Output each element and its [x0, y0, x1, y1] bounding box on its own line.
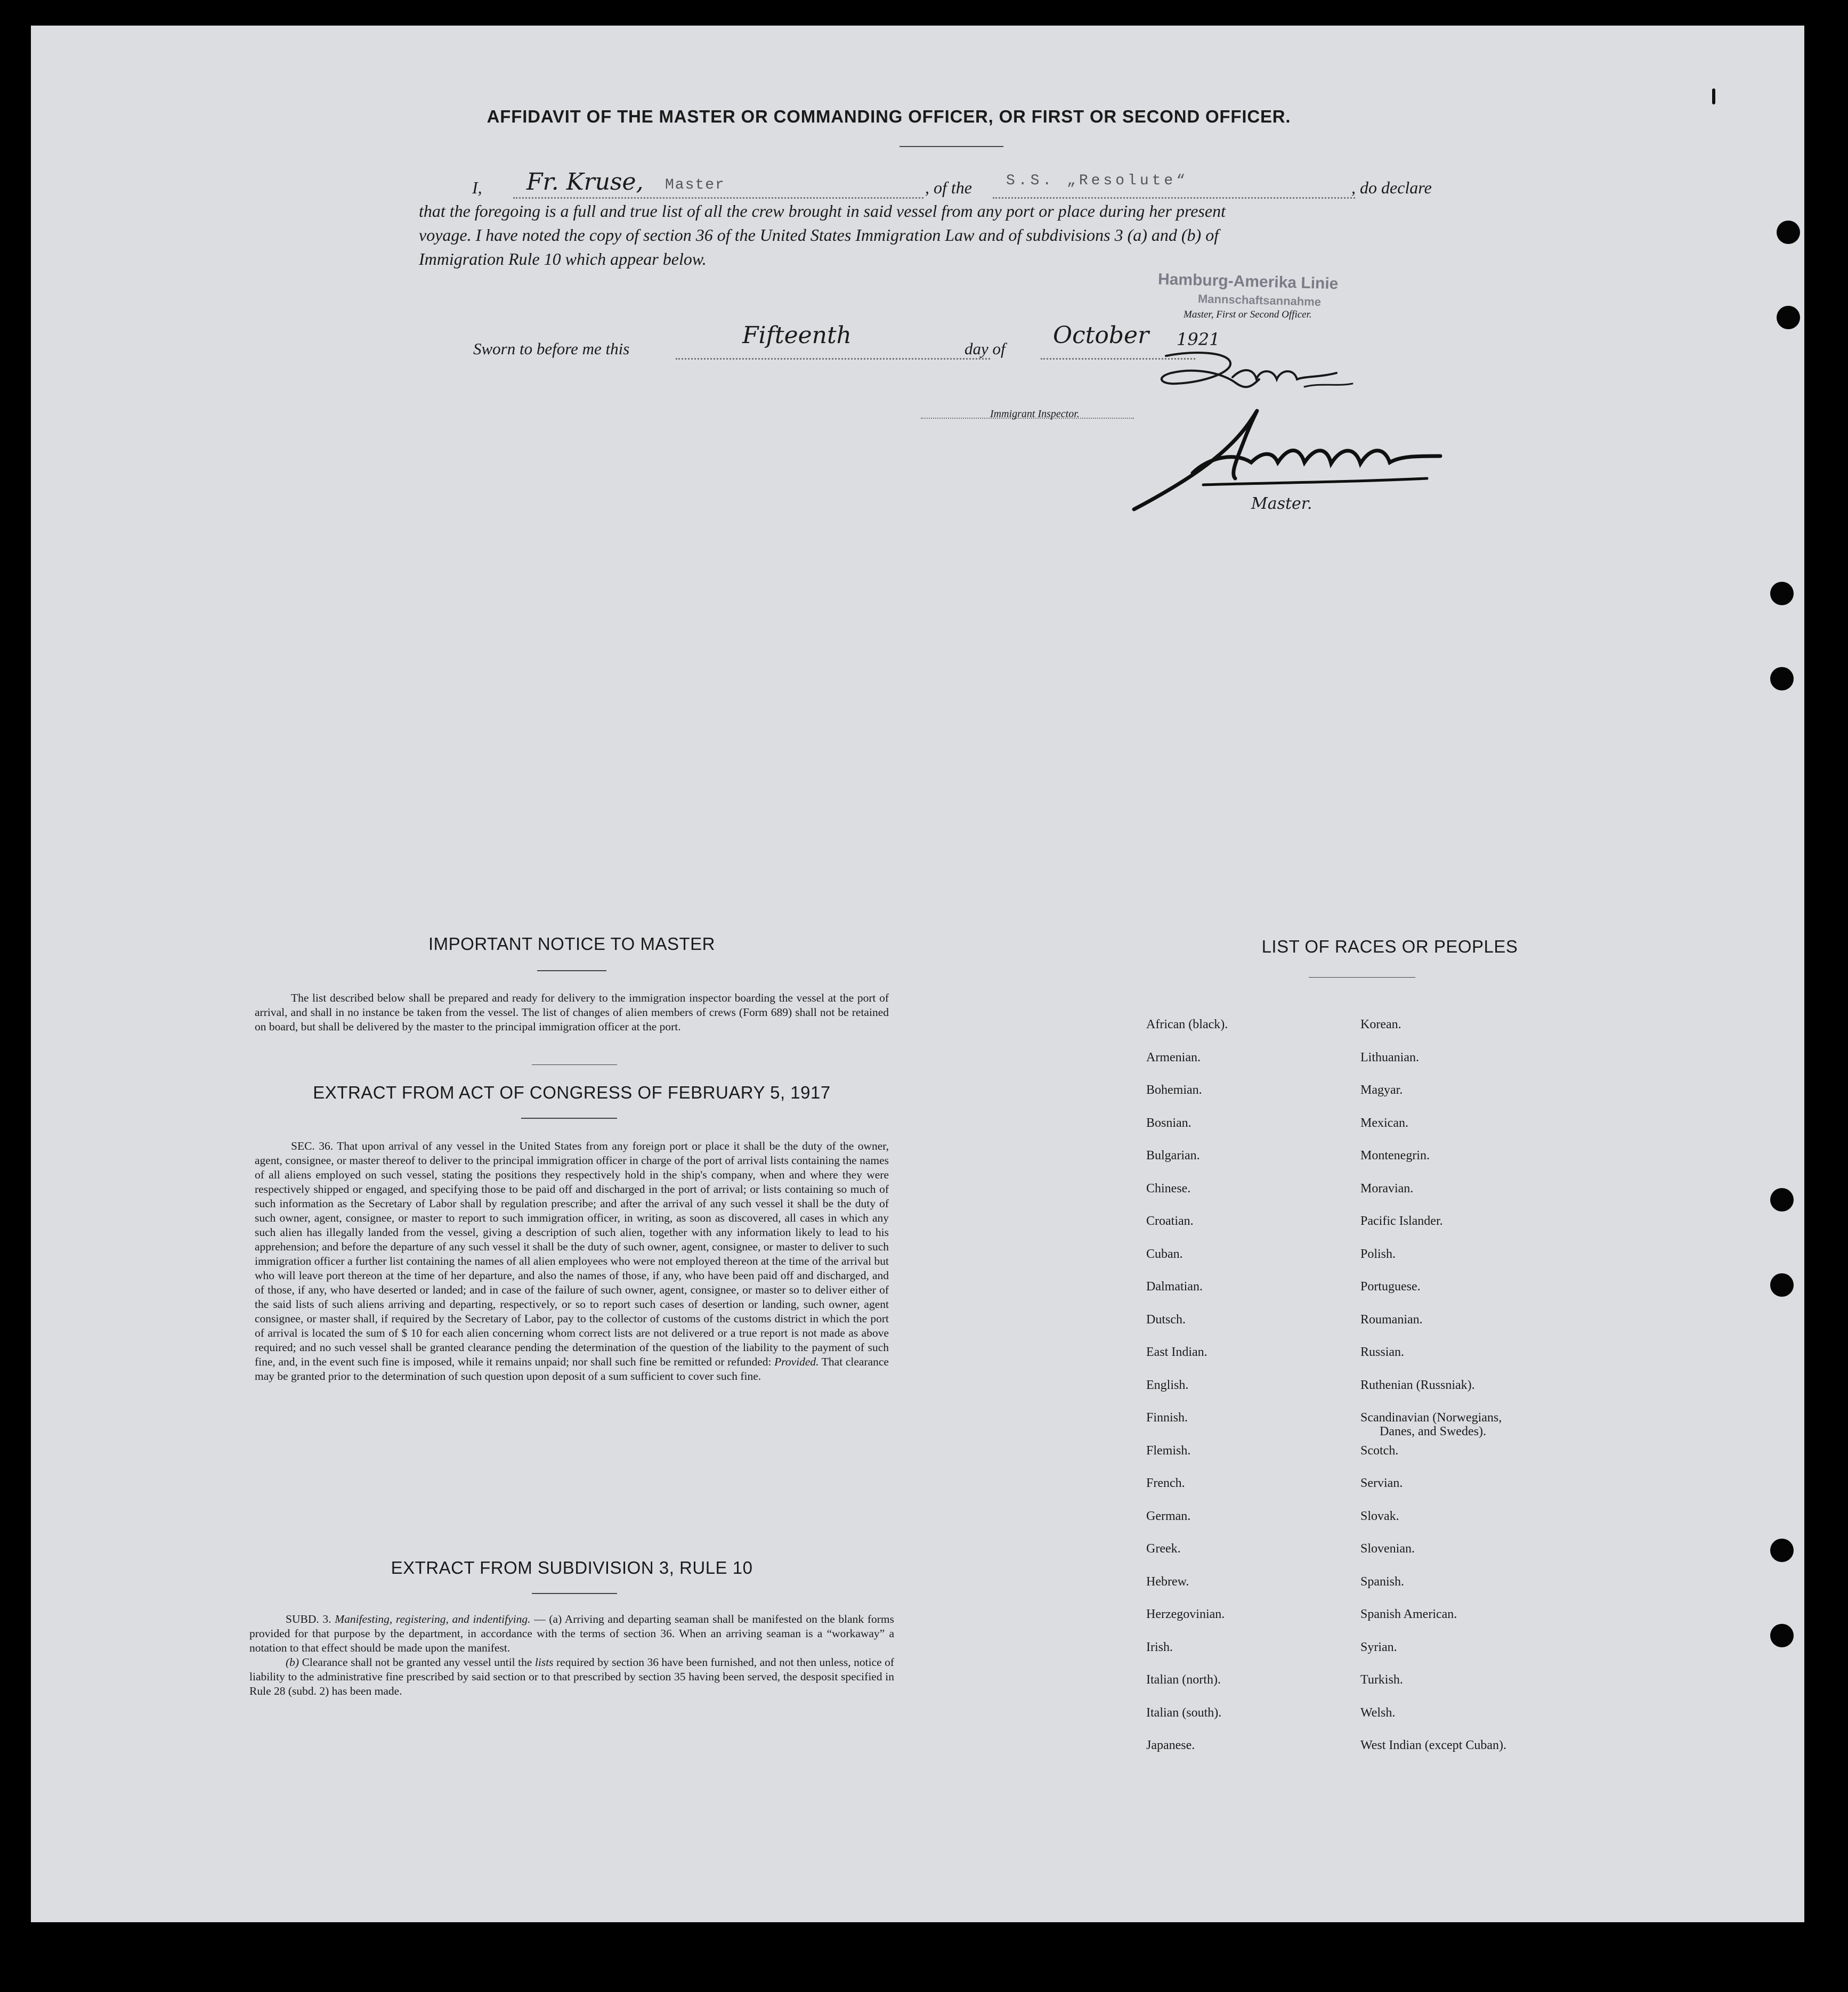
- races-title: LIST OF RACES OR PEOPLES: [1261, 937, 1518, 956]
- race-item: Moravian.: [1360, 1181, 1414, 1196]
- name-fill-line: [513, 197, 923, 199]
- race-item: Hebrew.: [1146, 1574, 1189, 1589]
- rule-extract-para-b: [249, 1655, 894, 1698]
- race-item: German.: [1146, 1509, 1191, 1523]
- rule-extract-divider: [532, 1593, 617, 1594]
- race-item: Greek.: [1146, 1542, 1181, 1556]
- punch-hole-icon: [1770, 1188, 1794, 1212]
- race-item-label: Scandinavian (Norwegians,: [1360, 1411, 1502, 1425]
- notice-separator: [532, 1064, 617, 1065]
- race-item: Finnish.: [1146, 1411, 1188, 1425]
- declare-prefix: I,: [472, 178, 482, 197]
- sworn-month: October: [1053, 322, 1149, 349]
- races-divider: [1309, 977, 1415, 978]
- para-b-text-1: Clearance shall not be granted any vessel until the: [302, 1656, 532, 1669]
- declaration-line-4: Immigration Rule 10 which appear below.: [419, 249, 707, 269]
- race-item: Welsh.: [1360, 1705, 1396, 1720]
- race-item: Servian.: [1360, 1476, 1403, 1490]
- rule-extract-para-a: [249, 1612, 894, 1655]
- of-the-label: , of the: [925, 178, 972, 197]
- subd-label: SUBD. 3.: [286, 1613, 331, 1625]
- affidavit-title: AFFIDAVIT OF THE MASTER OR COMMANDING OFFICER, OR FIRST OR SECOND OFFICER.: [487, 107, 1291, 126]
- race-item: Ruthenian (Russniak).: [1360, 1378, 1475, 1392]
- punch-hole-icon: [1770, 667, 1794, 690]
- race-item: Bohemian.: [1146, 1083, 1202, 1097]
- race-item: Flemish.: [1146, 1443, 1191, 1458]
- punch-hole-icon: [1770, 582, 1794, 605]
- rule-extract-block: [249, 1612, 894, 1698]
- declaration-line-2: that the foregoing is a full and true list of all the crew brought in said vessel from any port or place during her present: [419, 201, 1226, 221]
- notice-text-block: [255, 991, 889, 1034]
- race-item: French.: [1146, 1476, 1185, 1490]
- race-item: Spanish American.: [1360, 1607, 1457, 1621]
- race-item: Slovak.: [1360, 1509, 1399, 1523]
- day-of-label: day of: [964, 339, 1006, 358]
- company-stamp-name: Hamburg-Amerika Linie: [1157, 270, 1339, 293]
- race-item: Turkish.: [1360, 1673, 1403, 1687]
- race-item: Dutsch.: [1146, 1312, 1186, 1327]
- title-divider: [899, 146, 1003, 147]
- do-declare-label: , do declare: [1351, 178, 1432, 197]
- punch-hole-icon: [1770, 1624, 1794, 1647]
- declaration-line-3: voyage. I have noted the copy of section 36 of the United States Immigration Law and of subdivisions 3 (a) and (b) of: [419, 225, 1219, 245]
- document-page: [31, 26, 1804, 1922]
- para-b-lists: lists: [534, 1656, 554, 1669]
- races-left-column: [1146, 1018, 1228, 1771]
- ink-mark: [1712, 88, 1715, 104]
- notice-title: IMPORTANT NOTICE TO MASTER: [428, 934, 715, 954]
- race-item: Pacific Islander.: [1360, 1214, 1443, 1228]
- master-caption: Master.: [1251, 494, 1312, 513]
- race-item: Italian (north).: [1146, 1673, 1221, 1687]
- race-item: English.: [1146, 1378, 1189, 1392]
- notice-divider: [537, 970, 606, 971]
- race-item: Armenian.: [1146, 1050, 1201, 1064]
- race-item: Japanese.: [1146, 1738, 1195, 1752]
- race-item: Dalmatian.: [1146, 1280, 1203, 1294]
- races-right-column: [1360, 1018, 1563, 1771]
- day-fill-line: [676, 358, 990, 360]
- race-item: Italian (south).: [1146, 1705, 1222, 1720]
- race-item-continuation: Danes, and Swedes).: [1380, 1425, 1486, 1438]
- race-item: Irish.: [1146, 1640, 1173, 1654]
- race-item: Portuguese.: [1360, 1280, 1421, 1294]
- punch-hole-icon: [1777, 306, 1800, 329]
- sworn-year: 1921: [1177, 329, 1220, 349]
- declarant-role: Master: [665, 177, 725, 193]
- race-item: Cuban.: [1146, 1247, 1183, 1261]
- act-extract-divider: [521, 1118, 617, 1119]
- subd-heading: Manifesting, registering, and indentifying.: [335, 1613, 531, 1625]
- rule-extract-title: EXTRACT FROM SUBDIVISION 3, RULE 10: [391, 1558, 753, 1578]
- inspector-caption: Immigrant Inspector.: [990, 408, 1080, 420]
- race-item: Spanish.: [1360, 1574, 1405, 1589]
- race-item: [1360, 1411, 1563, 1444]
- vessel-fill-line: [993, 197, 1355, 199]
- race-item: Slovenian.: [1360, 1542, 1415, 1556]
- race-item: Mexican.: [1360, 1116, 1408, 1130]
- para-a-marker: — (a): [534, 1613, 562, 1625]
- race-item: Scotch.: [1360, 1443, 1399, 1458]
- race-item: Polish.: [1360, 1247, 1396, 1261]
- act-extract-end: That clearance may be granted prior to the determination of such question upon deposit of a sum sufficient to cover such fine.: [255, 1355, 889, 1383]
- officer-caption: Master, First or Second Officer.: [1184, 309, 1312, 320]
- race-item: Chinese.: [1146, 1181, 1191, 1196]
- race-item: Herzegovinian.: [1146, 1607, 1225, 1621]
- vessel-name: S.S. „Resolute“: [1006, 173, 1189, 189]
- race-item: Montenegrin.: [1360, 1149, 1430, 1162]
- race-item: Bosnian.: [1146, 1116, 1192, 1130]
- race-item: Korean.: [1360, 1018, 1401, 1031]
- sworn-day: Fifteenth: [742, 322, 852, 349]
- race-item: Bulgarian.: [1146, 1149, 1200, 1162]
- act-extract-block: [255, 1139, 889, 1384]
- act-extract-provided: Provided.: [774, 1355, 819, 1368]
- punch-hole-icon: [1770, 1539, 1794, 1562]
- race-item: West Indian (except Cuban).: [1360, 1738, 1506, 1752]
- sworn-label: Sworn to before me this: [473, 339, 630, 358]
- race-item: Russian.: [1360, 1345, 1405, 1359]
- race-item: Roumanian.: [1360, 1312, 1423, 1327]
- para-b-marker: (b): [286, 1656, 299, 1669]
- race-item: Magyar.: [1360, 1083, 1403, 1097]
- para-b-text-2: required by section 36 have been furnished, and not then unless, notice of liability to the administrative fine prescribed by said section or to that prescribed by section 35 having been served, the desposit specified in Rule 28 (subd. 2) has been made.: [249, 1656, 895, 1697]
- race-item: Croatian.: [1146, 1214, 1194, 1228]
- act-extract-body: SEC. 36. That upon arrival of any vessel in the United States from any foreign port or place it shall be the duty of the owner, agent, consignee, or master thereof to deliver to the principal immigration officer in charge of the port of arrival lists containing the names of all aliens employed on such vessel, stating the positions they respectively hold in the ship's company, when and where they were respectively shipped or engaged, and specifying those to be paid off and discharged in the port of arrival; or lists containing so much of such information as the Secretary of Labor shall by regulation prescribe; and after the arrival of any such vessel it shall be the duty of such owner, agent, consignee, or master to report to such immigration officer, in writing, as soon as discovered, all cases in which any such alien has illegally landed from the vessel, giving a description of such alien, together with any information likely to lead to his apprehension; and before the departure of any such vessel it shall be the duty of such owner, agent, consignee, or master to deliver to such immigration officer a further list containing the names of all alien employees who were not employed thereon at the time of the arrival but who will leave port thereon at the time of her departure, and also the names of those, if any, who have been paid off and discharged, and of those, if any, who have deserted or landed; and in case of the failure of such owner, agent, consignee, or master so to deliver either of the said lists of such aliens arriving and departing, respectively, or so to report such cases of desertion or landing, such owner, agent consignee, or master shall, if required by the Secretary of Labor, pay to the collector of customs of the customs district in which the port of arrival is located the sum of $ 10 for each alien concerning whom correct lists are not delivered or a true report is not made as above required; and no such vessel shall be granted clearance pending the determination of the question of the liability to the payment of such fine, and, in the event such fine is imposed, while it remains unpaid; nor shall such fine be remitted or refunded:: [255, 1140, 889, 1368]
- punch-hole-icon: [1777, 221, 1800, 244]
- act-extract-title: EXTRACT FROM ACT OF CONGRESS OF FEBRUARY 5, 1917: [313, 1083, 831, 1102]
- act-extract-text: [255, 1139, 889, 1384]
- company-stamp-department: Mannschaftsannahme: [1197, 291, 1322, 309]
- notice-text: The list described below shall be prepared and ready for delivery to the immigration inspector boarding the vessel at the port of arrival, and shall in no instance be taken from the vessel. The list of changes of alien members of crews (Form 689) shall not be retained on board, but shall be delivered by the master to the principal immigration officer at the port.: [255, 991, 889, 1033]
- race-item: East Indian.: [1146, 1345, 1207, 1359]
- punch-hole-icon: [1770, 1273, 1794, 1297]
- race-item: African (black).: [1146, 1018, 1228, 1031]
- declarant-name: Fr. Kruse,: [526, 168, 644, 196]
- race-item: Syrian.: [1360, 1640, 1397, 1654]
- para-a-text: Arriving and departing seaman shall be manifested on the blank forms provided for that purpose by the department, in accordance with the terms of section 36. When an arriving seaman is a “workaway” a notation to that effect should be made upon the manifest.: [249, 1613, 894, 1654]
- race-item: Lithuanian.: [1360, 1050, 1419, 1064]
